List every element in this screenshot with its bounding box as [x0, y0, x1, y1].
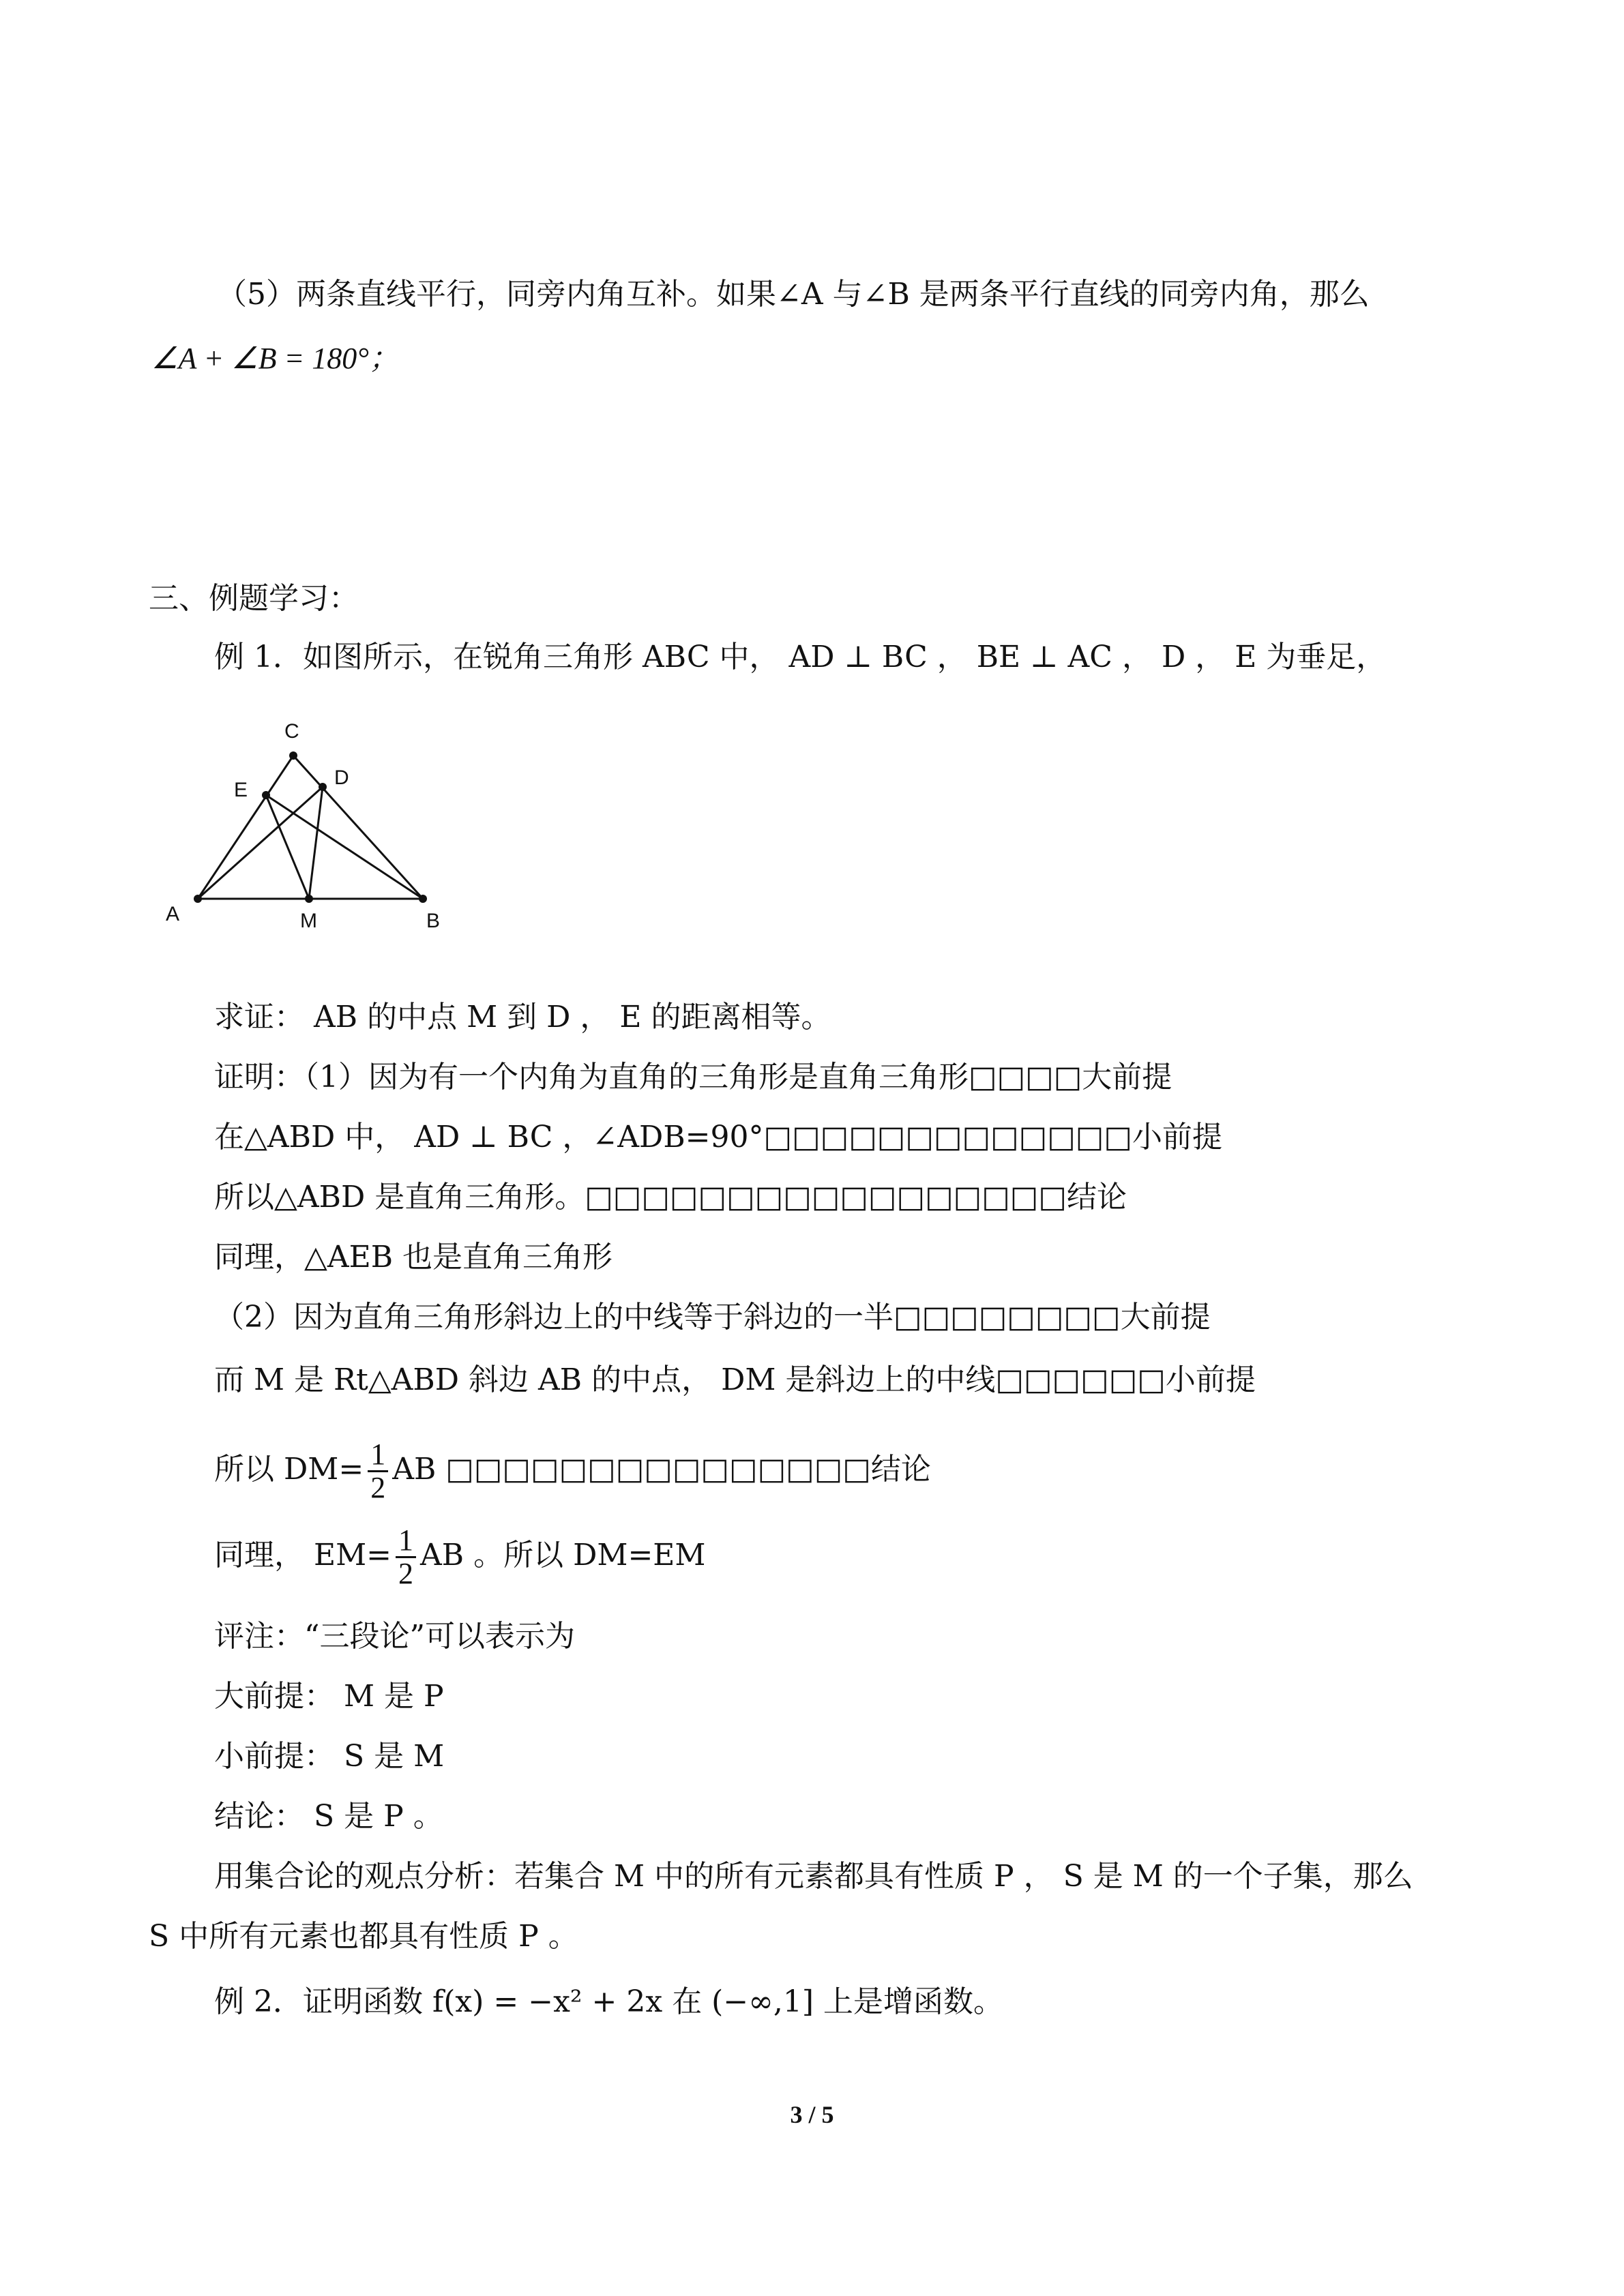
comment-line-2: 大前提： M 是 P [214, 1679, 444, 1714]
example2-prompt: 例 2．证明函数 f(x) = −x² + 2x 在 (−∞,1] 上是增函数。 [214, 1984, 1003, 2019]
proof-line-6: 而 M 是 Rt△ABD 斜边 AB 的中点， DM 是斜边上的中线□□□□□□小前提 [214, 1362, 1256, 1397]
proof-line-5: （2）因为直角三角形斜边上的中线等于斜边的一半□□□□□□□□大前提 [214, 1300, 1211, 1335]
fraction-half [368, 1439, 388, 1504]
proof-line-8-post: AB 。所以 DM=EM [420, 1538, 706, 1572]
comment-line-4: 结论： S 是 P 。 [214, 1799, 443, 1834]
label-e: E [234, 779, 248, 801]
fraction-numerator: 1 [368, 1439, 388, 1472]
point-b [419, 895, 427, 903]
label-d: D [334, 766, 349, 789]
label-a: A [166, 903, 180, 925]
label-c: C [284, 720, 299, 743]
section-heading: 三、例题学习： [149, 581, 359, 616]
proof-line-7-pre: 所以 DM= [214, 1452, 364, 1487]
fraction-half [396, 1525, 416, 1590]
point-m [305, 895, 313, 903]
item5-line1: （5）两条直线平行，同旁内角互补。如果∠A 与∠B 是两条平行直线的同旁内角，那么 [217, 277, 1370, 312]
item5-line2: ∠A + ∠B = 180°； [151, 342, 399, 375]
proof-line-3: 所以△ABD 是直角三角形。□□□□□□□□□□□□□□□□□结论 [214, 1180, 1127, 1214]
comment-line-3: 小前提： S 是 M [214, 1739, 445, 1774]
triangle-figure [153, 709, 467, 948]
fraction-numerator: 1 [396, 1525, 416, 1558]
comment-line-6: S 中所有元素也都具有性质 P 。 [149, 1919, 578, 1954]
proof-line-4: 同理，△AEB 也是直角三角形 [214, 1240, 613, 1274]
comment-line-1: 评注：“三段论”可以表示为 [214, 1619, 575, 1654]
page-number: 3 / 5 [790, 2101, 834, 2128]
point-d [319, 783, 327, 791]
example1-prompt: 例 1．如图所示，在锐角三角形 ABC 中， AD ⊥ BC ， BE ⊥ AC ， D ， E 为垂足， [214, 640, 1387, 674]
comment-line-5: 用集合论的观点分析：若集合 M 中的所有元素都具有性质 P ， S 是 M 的一个子集，那么 [214, 1859, 1413, 1894]
claim: 求证： AB 的中点 M 到 D ， E 的距离相等。 [214, 1000, 831, 1034]
fraction-denominator: 2 [370, 1471, 386, 1504]
point-a [194, 895, 202, 903]
proof-line-7-post: AB □□□□□□□□□□□□□□□结论 [392, 1452, 931, 1487]
proof-line-8-pre: 同理， EM= [214, 1538, 392, 1572]
label-b: B [426, 910, 441, 932]
proof-line-1: 证明：（1）因为有一个内角为直角的三角形是直角三角形□□□□大前提 [214, 1060, 1172, 1094]
point-c [289, 751, 297, 760]
proof-line-2: 在△ABD 中， AD ⊥ BC ，∠ADB=90°□□□□□□□□□□□□□小前提 [214, 1120, 1222, 1154]
proof-line-8 [214, 1518, 705, 1593]
point-e [262, 791, 270, 799]
label-m: M [300, 910, 317, 932]
fraction-denominator: 2 [398, 1557, 414, 1590]
proof-line-7 [214, 1432, 931, 1507]
